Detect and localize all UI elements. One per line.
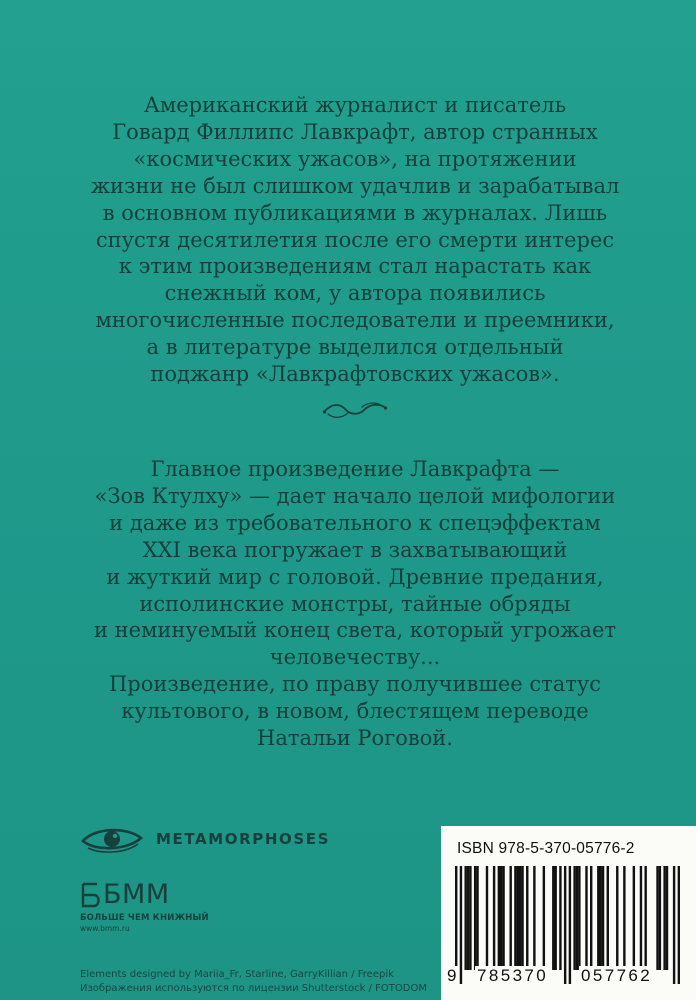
barcode-bar	[607, 866, 609, 970]
text-line: и даже из требовательного к спецэффектам	[109, 510, 601, 535]
barcode-left-digits: 785370	[477, 966, 549, 985]
barcode-bar	[533, 866, 535, 970]
barcode-bar	[640, 866, 642, 970]
barcode-first-digit: 9	[447, 966, 457, 985]
barcode-bar	[656, 866, 658, 970]
barcode-bar	[519, 866, 521, 970]
barcode-bar	[585, 866, 587, 970]
barcode-digits	[441, 966, 696, 990]
text-line: «Зов Ктулху» — дает начало целой мифологии	[94, 483, 616, 508]
text-line: и неминуемый конец света, который угрожает	[94, 618, 616, 643]
publisher-logo	[80, 824, 330, 854]
barcode-right-digits: 057762	[581, 966, 653, 985]
text-line: снежный ком, у автора появились	[164, 281, 546, 306]
barcode-bar	[666, 866, 668, 970]
text-line: и жуткий мир с головой. Древние предания,	[106, 564, 604, 589]
bmm-logo-text: БММ	[103, 879, 170, 910]
barcode-bar	[554, 866, 556, 970]
barcode-bar	[526, 866, 528, 970]
barcode-bar	[474, 866, 476, 970]
text-line: Натальи Роговой.	[257, 726, 453, 751]
barcode-bar	[500, 866, 502, 970]
barcode-bar	[514, 866, 516, 970]
barcode-bar	[578, 866, 580, 970]
barcode-bar	[521, 866, 523, 970]
barcode-bar	[633, 866, 635, 970]
barcode-bar	[467, 866, 469, 970]
text-line: культового, в новом, блестящем переводе	[121, 699, 589, 724]
text-line: жизни не был слишком удачлив и зарабатывал	[90, 173, 620, 198]
text-line: поджанр «Лавкрафтовских ужасов».	[150, 362, 560, 387]
barcode-bar	[552, 866, 554, 970]
text-line: а в литературе выделился отдельный	[146, 335, 564, 360]
credit-line: Изображения используются по лицензии Shutterstock / FOTODOM	[80, 983, 427, 994]
barcode-bar	[486, 866, 488, 970]
barcode-bar	[576, 866, 578, 970]
text-line: человечеству...	[269, 645, 441, 670]
barcode-bar	[498, 866, 500, 970]
bmm-tagline: БОЛЬШЕ ЧЕМ КНИЖНЫЙ	[80, 913, 209, 923]
bmm-logo	[80, 879, 230, 933]
text-line: Главное произведение Лавкрафта —	[150, 457, 560, 481]
description-paragraph-2	[60, 456, 650, 752]
text-line: многочисленные последователи и преемники,	[95, 308, 615, 333]
barcode-bar	[644, 866, 646, 970]
barcode-bar	[573, 866, 575, 970]
barcode-bar	[464, 866, 466, 970]
text-line: Произведение, по праву получившее статус	[108, 672, 602, 697]
eye-icon	[80, 824, 144, 854]
barcode-bar	[517, 866, 519, 970]
text-line: к этим произведениям стал нарастать как	[118, 254, 592, 279]
image-credits	[80, 968, 440, 996]
bmm-website: www.bmm.ru	[80, 924, 130, 933]
text-line: исполинские монстры, тайные обряды	[139, 591, 571, 616]
text-line: XXI века погружает в захватывающий	[142, 537, 568, 562]
barcode-bar	[493, 866, 495, 970]
text-line: в основном публикациями в журналах. Лишь	[102, 200, 608, 225]
text-line: Говард Филлипс Лавкрафт, автор странных	[112, 119, 598, 144]
barcode-bar	[590, 866, 592, 970]
barcode-bar	[623, 866, 625, 970]
barcode-bar	[599, 866, 601, 970]
barcode-bar	[509, 866, 511, 970]
isbn-label: ISBN 978-5-370-05776-2	[457, 840, 635, 857]
barcode-bar	[663, 866, 665, 970]
text-line: спустя десятилетия после его смерти интерес	[95, 227, 615, 252]
barcode-bar	[602, 866, 604, 970]
text-line: «космических ужасов», на протяжении	[133, 146, 577, 171]
barcode-bar	[502, 866, 504, 970]
barcode-bar	[476, 866, 478, 970]
barcode-bar	[616, 866, 618, 970]
credit-line: Elements designed by Mariia_Fr, Starline, GarryKillian / Freepik	[80, 969, 394, 980]
barcode-bar	[469, 866, 471, 970]
publisher-name: METAMORPHOSES	[156, 830, 331, 848]
bmm-book-icon	[80, 880, 102, 910]
barcode-bar	[597, 866, 599, 970]
barcode-bar	[543, 866, 545, 970]
description-paragraph-1	[60, 92, 650, 388]
text-line: Американский журналист и писатель	[143, 93, 567, 117]
barcode-bar	[559, 866, 561, 970]
flourish-ornament-icon	[322, 399, 388, 421]
isbn-barcode-panel	[441, 826, 696, 1000]
barcode-bar	[659, 866, 661, 970]
